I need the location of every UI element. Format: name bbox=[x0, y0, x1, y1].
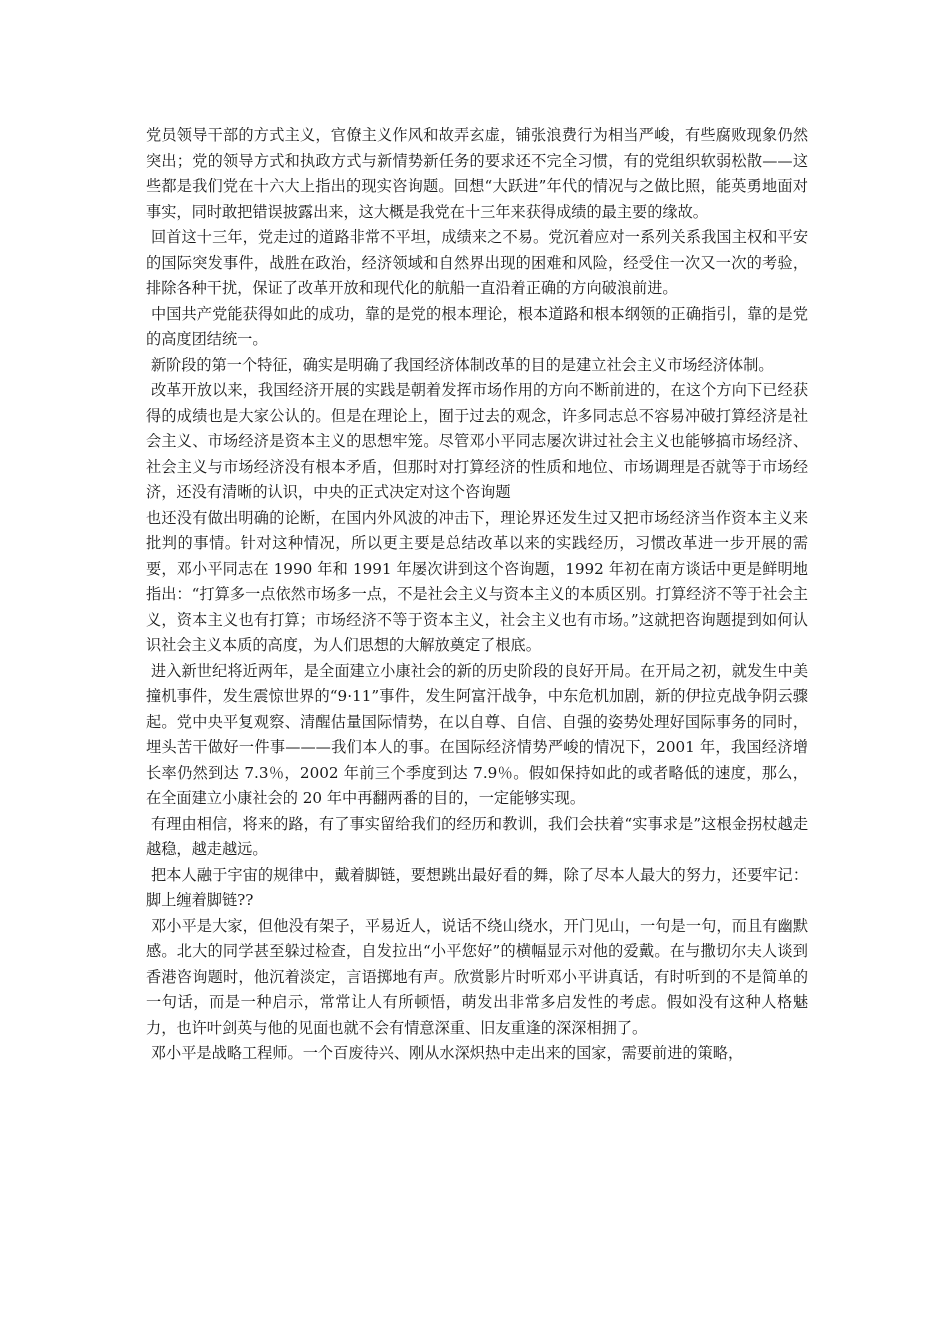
paragraph: 进入新世纪将近两年，是全面建立小康社会的新的历史阶段的良好开局。在开局之初，就发生中美撞机事件，发生震惊世界的“9·11”事件，发生阿富汗战争，中东危机加剧，新的伊拉克战争阴云骤起。党中央平复观察、清醒估量国际情势，在以自尊、自信、自强的姿势处理好国际事务的同时，埋头苦干做好一件事———我们本人的事。在国际经济情势严峻的情况下，2001 年，我国经济增长率仍然到达 7.3％，2002 年前三个季度到达 7.9％。假如保持如此的或者略低的速度，那么，在全面建立小康社会的 20 年中再翻两番的目的，一定能够实现。 bbox=[146, 661, 809, 807]
paragraph: 邓小平是战略工程师。一个百废待兴、刚从水深炽热中走出来的国家，需要前进的策略， bbox=[146, 1044, 744, 1062]
document-body bbox=[146, 123, 808, 1067]
paragraph: 回首这十三年，党走过的道路非常不平坦，成绩来之不易。党沉着应对一系列关系我国主权和平安的国际突发事件，战胜在政治，经济领域和自然界出现的困难和风险，经受住一次又一次的考验，排除各种干扰，保证了改革开放和现代化的航船一直沿着正确的方向破浪前进。 bbox=[146, 228, 809, 297]
paragraph: 也还没有做出明确的论断，在国内外风波的冲击下，理论界还发生过又把市场经济当作资本主义来批判的事情。针对这种情况，所以更主要是总结改革以来的实践经历，习惯改革进一步开展的需要，邓小平同志在 1990 年和 1991 年屡次讲到这个咨询题，1992 年初在南方谈话中更是鲜明地指出：“打算多一点依然市场多一点，不是社会主义与资本主义的本质区别。打算经济不等于社会主义，资本主义也有打算；市场经济不等于资本主义，社会主义也有市场。”这就把咨询题提到如何认识社会主义本质的高度，为人们思想的大解放奠定了根底。 bbox=[146, 508, 808, 654]
paragraph: 有理由相信，将来的路，有了事实留给我们的经历和教训，我们会扶着“实事求是”这根金拐杖越走越稳，越走越远。 bbox=[146, 814, 809, 858]
paragraph: 新阶段的第一个特征，确实是明确了我国经济体制改革的目的是建立社会主义市场经济体制。 bbox=[146, 355, 774, 374]
paragraph: 中国共产党能获得如此的成功，靠的是党的根本理论，根本道路和根本纲领的正确指引，靠的是党的高度团结统一。 bbox=[146, 304, 809, 348]
paragraph: 把本人融于宇宙的规律中，戴着脚链，要想跳出最好看的舞，除了尽本人最大的努力，还要牢记：脚上缠着脚链?? bbox=[146, 865, 809, 909]
paragraph: 邓小平是大家，但他没有架子，平易近人，说话不绕山绕水，开门见山，一句是一句，而且有幽默感。北大的同学甚至躲过检查，自发拉出“小平您好”的横幅显示对他的爱戴。在与撒切尔夫人谈到香港咨询题时，他沉着淡定，言语掷地有声。欣赏影片时听邓小平讲真话，有时听到的不是简单的一句话，而是一种启示，常常让人有所顿悟，萌发出非常多启发性的考虑。假如没有这种人格魅力，也许叶剑英与他的见面也就不会有情意深重、旧友重逢的深深相拥了。 bbox=[146, 916, 809, 1037]
paragraph: 党员领导干部的方式主义，官僚主义作风和故弄玄虚，铺张浪费行为相当严峻，有些腐败现象仍然突出；党的领导方式和执政方式与新情势新任务的要求还不完全习惯，有的党组织软弱松散——这些都是我们党在十六大上指出的现实咨询题。回想“大跃进”年代的情况与之做比照，能英勇地面对事实，同时敢把错误披露出来，这大概是我党在十三年来获得成绩的最主要的缘故。 bbox=[146, 126, 808, 221]
paragraph: 改革开放以来，我国经济开展的实践是朝着发挥市场作用的方向不断前进的，在这个方向下已经获得的成绩也是大家公认的。但是在理论上，囿于过去的观念，许多同志总不容易冲破打算经济是社会主义、市场经济是资本主义的思想牢笼。尽管邓小平同志屡次讲过社会主义也能够搞市场经济、社会主义与市场经济没有根本矛盾，但那时对打算经济的性质和地位、市场调理是否就等于市场经济，还没有清晰的认识，中央的正式决定对这个咨询题 bbox=[146, 381, 809, 501]
